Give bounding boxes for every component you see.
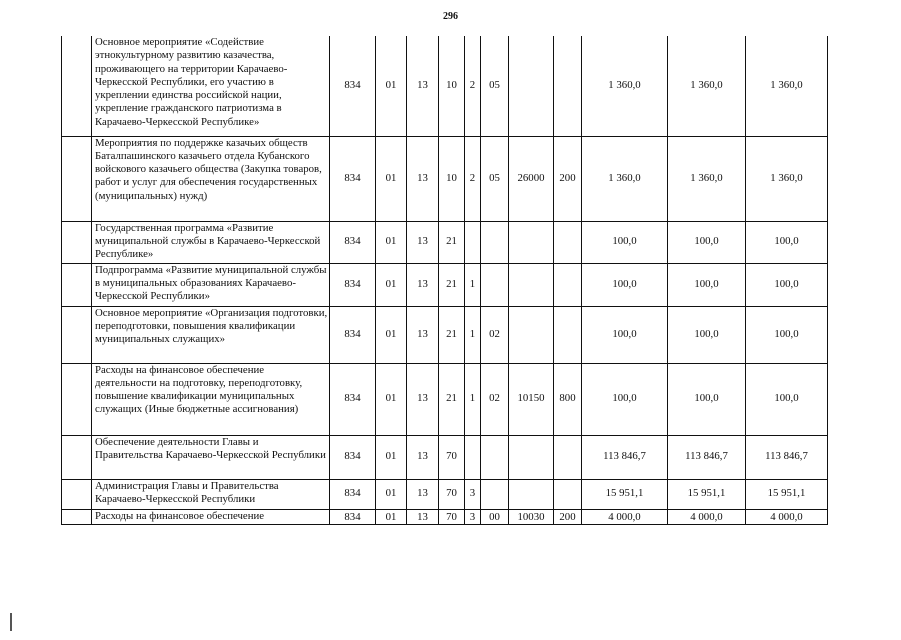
program-code: 10: [439, 36, 465, 136]
section-code: 01: [376, 479, 407, 509]
expense-direction-code: [509, 435, 554, 479]
amount-year-1: 15 951,1: [582, 479, 668, 509]
program-code: 21: [439, 363, 465, 435]
table-row: [62, 363, 828, 435]
row-number-cell: [62, 509, 92, 524]
amount-year-2: 15 951,1: [668, 479, 746, 509]
amount-year-1: 113 846,7: [582, 435, 668, 479]
ministry-code: 834: [330, 509, 376, 524]
amount-year-3: 100,0: [746, 221, 828, 263]
main-event-code: 00: [481, 509, 509, 524]
subsection-code: 13: [407, 479, 439, 509]
program-code: 21: [439, 221, 465, 263]
section-code: 01: [376, 306, 407, 363]
main-event-code: [481, 263, 509, 306]
main-event-code: 05: [481, 136, 509, 221]
section-code: 01: [376, 36, 407, 136]
ministry-code: 834: [330, 221, 376, 263]
expense-direction-code: [509, 36, 554, 136]
amount-year-2: 1 360,0: [668, 36, 746, 136]
table-row: [62, 479, 828, 509]
row-number-cell: [62, 363, 92, 435]
subprogram-code: [465, 221, 481, 263]
expense-direction-code: 10150: [509, 363, 554, 435]
amount-year-3: 15 951,1: [746, 479, 828, 509]
amount-year-3: 1 360,0: [746, 136, 828, 221]
main-event-code: 02: [481, 306, 509, 363]
amount-year-3: 113 846,7: [746, 435, 828, 479]
subsection-code: 13: [407, 136, 439, 221]
program-code: 70: [439, 435, 465, 479]
scan-edge-mark: [10, 613, 12, 631]
expense-direction-code: [509, 479, 554, 509]
table-row: [62, 509, 828, 524]
subprogram-code: 1: [465, 363, 481, 435]
row-name: Обеспечение деятельности Главы и Правительства Карачаево-Черкесской Республики: [92, 435, 330, 479]
subprogram-code: 2: [465, 136, 481, 221]
amount-year-2: 100,0: [668, 221, 746, 263]
row-name: Основное мероприятие «Организация подготовки, переподготовки, повышения квалификации муниципальных служащих»: [92, 306, 330, 363]
budget-table: [61, 36, 828, 525]
expense-type-code: 200: [554, 509, 582, 524]
subprogram-code: 1: [465, 263, 481, 306]
amount-year-1: 100,0: [582, 221, 668, 263]
row-name: Основное мероприятие «Содействие этнокультурному развитию казачества, проживающего на территории Карачаево-Черкесской Республики, его участию в укреплении единства российской нации, укрепление гражданского патриотизма в Карачаево-Черкесской Республике»: [92, 36, 330, 136]
amount-year-3: 1 360,0: [746, 36, 828, 136]
subprogram-code: 1: [465, 306, 481, 363]
program-code: 21: [439, 306, 465, 363]
row-number-cell: [62, 36, 92, 136]
amount-year-2: 100,0: [668, 306, 746, 363]
expense-type-code: [554, 479, 582, 509]
main-event-code: [481, 479, 509, 509]
expense-type-code: [554, 435, 582, 479]
row-number-cell: [62, 136, 92, 221]
subsection-code: 13: [407, 306, 439, 363]
subsection-code: 13: [407, 435, 439, 479]
section-code: 01: [376, 435, 407, 479]
expense-type-code: [554, 306, 582, 363]
expense-direction-code: [509, 221, 554, 263]
expense-type-code: 200: [554, 136, 582, 221]
ministry-code: 834: [330, 136, 376, 221]
row-number-cell: [62, 435, 92, 479]
amount-year-2: 113 846,7: [668, 435, 746, 479]
budget-table-body: [62, 36, 828, 524]
row-name: Расходы на финансовое обеспечение: [92, 509, 330, 524]
section-code: 01: [376, 263, 407, 306]
subsection-code: 13: [407, 509, 439, 524]
amount-year-2: 4 000,0: [668, 509, 746, 524]
subsection-code: 13: [407, 363, 439, 435]
subsection-code: 13: [407, 36, 439, 136]
program-code: 70: [439, 509, 465, 524]
main-event-code: [481, 221, 509, 263]
subsection-code: 13: [407, 221, 439, 263]
row-name: Подпрограмма «Развитие муниципальной службы в муниципальных образованиях Карачаево-Черкесской Республики»: [92, 263, 330, 306]
main-event-code: 02: [481, 363, 509, 435]
amount-year-3: 100,0: [746, 306, 828, 363]
program-code: 70: [439, 479, 465, 509]
amount-year-1: 100,0: [582, 363, 668, 435]
table-row: [62, 306, 828, 363]
ministry-code: 834: [330, 263, 376, 306]
amount-year-2: 100,0: [668, 363, 746, 435]
amount-year-1: 100,0: [582, 306, 668, 363]
section-code: 01: [376, 136, 407, 221]
expense-direction-code: 10030: [509, 509, 554, 524]
row-number-cell: [62, 306, 92, 363]
table-row: [62, 263, 828, 306]
amount-year-1: 100,0: [582, 263, 668, 306]
subprogram-code: 2: [465, 36, 481, 136]
section-code: 01: [376, 221, 407, 263]
table-row: [62, 221, 828, 263]
table-row: [62, 136, 828, 221]
page-number: 296: [443, 11, 458, 22]
subprogram-code: 3: [465, 479, 481, 509]
program-code: 10: [439, 136, 465, 221]
ministry-code: 834: [330, 363, 376, 435]
row-name: Расходы на финансовое обеспечение деятельности на подготовку, переподготовку, повышение квалификации муниципальных служащих (Иные бюджетные ассигнования): [92, 363, 330, 435]
expense-direction-code: [509, 306, 554, 363]
ministry-code: 834: [330, 479, 376, 509]
expense-type-code: [554, 263, 582, 306]
ministry-code: 834: [330, 306, 376, 363]
row-name: Государственная программа «Развитие муниципальной службы в Карачаево-Черкесской Республике»: [92, 221, 330, 263]
expense-type-code: [554, 36, 582, 136]
main-event-code: 05: [481, 36, 509, 136]
expense-direction-code: 26000: [509, 136, 554, 221]
amount-year-2: 100,0: [668, 263, 746, 306]
table-row: [62, 435, 828, 479]
main-event-code: [481, 435, 509, 479]
amount-year-3: 4 000,0: [746, 509, 828, 524]
ministry-code: 834: [330, 36, 376, 136]
expense-direction-code: [509, 263, 554, 306]
section-code: 01: [376, 509, 407, 524]
row-number-cell: [62, 221, 92, 263]
expense-type-code: [554, 221, 582, 263]
amount-year-1: 4 000,0: [582, 509, 668, 524]
section-code: 01: [376, 363, 407, 435]
row-number-cell: [62, 263, 92, 306]
table-row: [62, 36, 828, 136]
subsection-code: 13: [407, 263, 439, 306]
amount-year-3: 100,0: [746, 363, 828, 435]
amount-year-3: 100,0: [746, 263, 828, 306]
row-number-cell: [62, 479, 92, 509]
expense-type-code: 800: [554, 363, 582, 435]
subprogram-code: [465, 435, 481, 479]
amount-year-2: 1 360,0: [668, 136, 746, 221]
subprogram-code: 3: [465, 509, 481, 524]
ministry-code: 834: [330, 435, 376, 479]
amount-year-1: 1 360,0: [582, 136, 668, 221]
amount-year-1: 1 360,0: [582, 36, 668, 136]
row-name: Мероприятия по поддержке казачьих обществ Баталпашинского казачьего отдела Кубанского войскового казачьего общества (Закупка товаров, работ и услуг для обеспечения государственных (муниципальных) нужд): [92, 136, 330, 221]
program-code: 21: [439, 263, 465, 306]
row-name: Администрация Главы и Правительства Карачаево-Черкесской Республики: [92, 479, 330, 509]
